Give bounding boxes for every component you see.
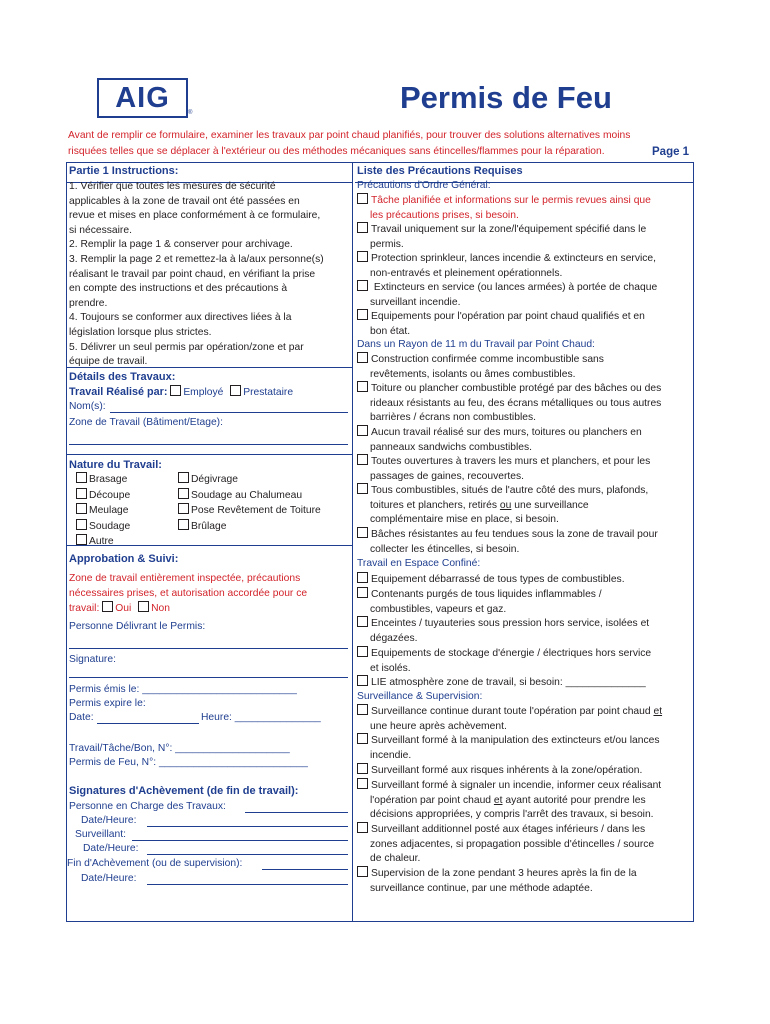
fin-achevement-label: Fin d'Achèvement (ou de supervision): [67,858,243,869]
travail-realise-label: Travail Réalisé par: [69,386,168,398]
c1-text: Equipement débarrassé de tous types de combustibles. [371,574,625,585]
check-c3 [357,616,691,646]
nature-checkbox[interactable] [178,488,189,499]
fin-achevement-field[interactable] [262,869,348,870]
precautions-title: Liste des Précautions Requises [357,165,523,177]
s6-checkbox[interactable] [357,866,368,877]
s2-text-a: Surveillant formé à la manipulation des extincteurs et/ou lances [371,735,660,746]
s1-text-a: Surveillance continue durant toute l'opération par point chaud [371,706,654,717]
employe-checkbox[interactable] [170,385,181,396]
nature-checkbox[interactable] [178,503,189,514]
check-s4 [357,778,691,823]
s2-text-b: incendie. [370,749,412,761]
c2-text-b: combustibles, vapeurs et gaz. [370,603,507,615]
approbation-line-3 [69,601,307,617]
date-heure-1-field[interactable] [147,826,348,827]
check-g5 [357,309,691,339]
nature-option-label: Dégivrage [191,474,238,485]
check-c1 [357,572,691,588]
nature-option-label: Soudage au Chalumeau [191,489,303,501]
instruction-line: prendre. [69,297,108,309]
c3-text-a: Enceintes / tuyauteries sous pression hors service, isolées et [371,618,650,629]
r6-text-b: collecter les étincelles, si besoin. [370,543,520,555]
s5-text-a: Surveillant additionnel posté aux étages inférieurs / dans les [371,824,646,835]
c3-text-b: dégazées. [370,632,418,644]
r4-text-a: Toutes ouvertures à travers les murs et planchers, et pour les [371,456,651,467]
noms-label: Nom(s): [69,401,106,412]
check-r6 [357,527,691,557]
check-g1 [357,193,691,223]
check-c2 [357,587,691,617]
s3-checkbox[interactable] [357,763,368,774]
r2-text-b: rideaux résistants au feu, des écrans métalliques ou tous autres [370,397,662,409]
prestataire-label: Prestataire [243,387,294,398]
instruction-line: équipe de travail. [69,356,148,368]
approbation-text [69,572,307,617]
nature-option-label: Pose Revêtement de Toiture [191,505,321,517]
nature-option [76,534,130,550]
check-s3 [357,763,691,779]
instruction-line: si nécessaire. [69,224,132,236]
nature-option [76,519,130,535]
nature-title: Nature du Travail: [69,459,162,471]
s5-checkbox[interactable] [357,822,368,833]
instruction-line: applicables à la zone de travail ont été passées en [69,195,300,207]
personne-delivrant-field[interactable] [69,648,348,649]
g3-text-a: Protection sprinkleur, lances incendie & extincteurs en service, [371,253,657,264]
signature-field[interactable] [69,677,348,678]
registered-mark: ® [188,110,193,116]
zone-field[interactable] [69,444,348,445]
r1-text-a: Construction confirmée comme incombustible sans [371,354,604,365]
signatures-title: Signatures d'Achèvement (de fin de travail): [69,785,299,797]
date-heure-3-field[interactable] [147,884,348,885]
nature-option [178,503,321,519]
nature-option-label: Découpe [89,489,131,501]
date-label: Date: [69,712,94,723]
r5-b-pre: toitures et planchers, retirés [370,499,500,511]
s1-et: et [653,706,663,717]
s3-text: Surveillant formé aux risques inhérents à la zone/opération. [371,765,643,776]
permis-num: Permis de Feu, N°: __________________________ [69,757,308,768]
g3-checkbox[interactable] [357,251,368,262]
g2-checkbox[interactable] [357,222,368,233]
c2-checkbox[interactable] [357,587,368,598]
c4-text-b: et isolés. [370,662,411,674]
nature-option [178,488,321,504]
date-heure-2-field[interactable] [147,854,348,855]
nature-option-label: Meulage [89,505,129,517]
oui-label: Oui [115,603,132,615]
r1-checkbox[interactable] [357,352,368,363]
general-title: Précautions d'Ordre Général: [357,180,491,191]
s4-text-c: décisions appropriées, y compris l'arrêt des travaux, si besoin. [370,809,654,821]
logo-text: AIG [115,81,170,114]
r3-checkbox[interactable] [357,425,368,436]
check-s1 [357,704,691,734]
nature-checkbox[interactable] [76,472,87,483]
r2-text-c: barrières / écrans non combustibles. [370,412,536,424]
intro-line-2: risquées telles que se déplacer à l'extérieur ou des méthodes mécaniques sans étincelles/flammes pour la réparation. [68,146,605,157]
personne-charge-label: Personne en Charge des Travaux: [69,801,226,812]
page-title: Permis de Feu [400,80,612,115]
check-r2 [357,381,691,426]
s5-text-c: de chaleur. [370,853,421,865]
c5-checkbox[interactable] [357,675,368,686]
date-heure-2-label: Date/Heure: [83,843,139,854]
nature-option [178,519,321,535]
g5-checkbox[interactable] [357,309,368,320]
details-title: Détails des Travaux: [69,371,176,383]
surveillant-field[interactable] [132,840,348,841]
nature-right-col [178,472,321,534]
check-r3 [357,425,691,455]
nature-option-label: Brasage [89,474,128,485]
surveillant-label: Surveillant: [75,829,126,840]
s4-checkbox[interactable] [357,778,368,789]
nature-option-label: Autre [89,536,114,548]
r6-checkbox[interactable] [357,527,368,538]
r5-text-c: complémentaire mise en place, si besoin. [370,514,559,526]
nature-checkbox[interactable] [76,503,87,514]
c3-checkbox[interactable] [357,616,368,627]
s4-text-b [357,794,691,809]
nature-option [76,488,130,504]
instructions-list [69,180,351,370]
r3-text-b: panneaux sandwichs combustibles. [370,441,532,453]
nature-left-col [76,472,130,550]
nature-option-label: Brûlage [191,520,227,532]
r5-text-a: Tous combustibles, situés de l'autre côté des murs, plafonds, [371,485,649,496]
permis-expire: Permis expire le: [69,698,146,709]
instruction-line: 2. Remplir la page 1 & conserver pour archivage. [69,239,293,251]
prestataire-checkbox[interactable] [230,385,241,396]
oui-checkbox[interactable] [102,601,113,612]
nature-checkbox[interactable] [76,488,87,499]
date-field[interactable] [97,723,199,724]
signature-label: Signature: [69,654,116,665]
nature-option [76,503,130,519]
non-checkbox[interactable] [138,601,149,612]
r1-text-b: revêtements, isolants ou âmes combustibles. [370,368,576,380]
g1-checkbox[interactable] [357,193,368,204]
nature-option-label: Soudage [89,520,131,532]
personne-charge-field[interactable] [245,812,348,813]
travail-label: travail: [69,603,100,615]
approbation-line-1: Zone de travail entièrement inspectée, précautions [69,573,301,584]
check-r1 [357,352,691,382]
check-g3 [357,251,691,281]
heure-label: Heure: _______________ [201,712,321,723]
column-divider [352,162,353,922]
s5-text-b: zones adjacentes, si propagation possible d'étincelles / source [370,838,655,850]
r5-checkbox[interactable] [357,483,368,494]
noms-field[interactable] [110,412,348,413]
check-c5 [357,675,691,691]
c4-text-a: Equipements de stockage d'énergie / électriques hors service [371,648,652,659]
instruction-line: 4. Toujours se conformer aux directives liées à la [69,312,292,324]
personne-delivrant-label: Personne Délivrant le Permis: [69,621,206,632]
instruction-line: en compte des instructions et des précautions à [69,283,288,295]
check-s2 [357,733,691,763]
g2-text-b: permis. [370,238,404,250]
page-number: Page 1 [652,146,690,158]
intro-text [68,128,708,160]
g3-text-b: non-entravés et pleinement opérationnels. [370,267,563,279]
check-g2 [357,222,691,252]
approbation-line-2: nécessaires prises, et autorisation accordée pour ce [69,587,308,599]
nature-option [178,472,321,488]
check-g4 [357,280,691,310]
s4-text-a: Surveillant formé à signaler un incendie, informer ceux réalisant [371,780,662,791]
intro-line-1: Avant de remplir ce formulaire, examiner les travaux par point chaud planifiés, pour trouver des solutions alternatives moins [68,130,631,141]
instructions-title: Partie 1 Instructions: [69,165,179,177]
s6-text-b: surveillance continue, par une méthode adaptée. [370,882,593,894]
permis-emis: Permis émis le: ___________________________ [69,684,297,695]
s1-text-b: une heure après achèvement. [370,720,507,732]
g4-checkbox[interactable] [357,280,368,291]
g5-text-a: Equipements pour l'opération par point chaud qualifiés et en [371,311,645,322]
r4-text-b: passages de gaines, recouvertes. [370,470,524,482]
g1-text-a: Tâche planifiée et informations sur le permis revues ainsi que [371,195,651,206]
check-c4 [357,646,691,676]
g1-text-b: les précautions prises, si besoin. [370,209,519,221]
check-s5 [357,822,691,867]
instruction-line: législation lorsque plus strictes. [69,326,212,338]
c1-checkbox[interactable] [357,572,368,583]
rayon-title: Dans un Rayon de 11 m du Travail par Point Chaud: [357,339,595,350]
nature-checkbox[interactable] [178,472,189,483]
instruction-line: revue et mises en place conformément à ce formulaire, [69,210,321,222]
travail-realise-row [69,385,293,401]
s4-b-pre: l'opération par point chaud [370,794,494,806]
date-heure-3-label: Date/Heure: [81,873,137,884]
g2-text-a: Travail uniquement sur la zone/l'équipement spécifié dans le [371,224,647,235]
r5-b-post: une surveillance [511,499,589,511]
instruction-line: 3. Remplir la page 2 et remettez-la à la/aux personne(s) [69,253,324,265]
employe-label: Employé [183,387,224,398]
g4-text-b: surveillant incendie. [370,296,461,308]
surveillance-title: Surveillance & Supervision: [357,691,483,702]
r5-text-b [357,499,691,514]
s6-text-a: Supervision de la zone pendant 3 heures après la fin de la [371,868,637,879]
confine-title: Travail en Espace Confiné: [357,558,481,569]
r2-text-a: Toiture ou plancher combustible protégé par des bâches ou des [371,383,662,394]
r2-checkbox[interactable] [357,381,368,392]
c5-text: LIE atmosphère zone de travail, si besoin: ______________ [371,677,646,688]
date-heure-1-label: Date/Heure: [81,815,137,826]
nature-checkbox[interactable] [76,534,87,545]
zone-label: Zone de Travail (Bâtiment/Etage): [69,417,223,428]
aig-logo [97,78,188,118]
nature-checkbox[interactable] [76,519,87,530]
instruction-line: réalisant le travail par point chaud, en vérifiant la prise [69,268,316,280]
r5-b-ou: ou [499,499,512,511]
check-r5 [357,483,691,528]
nature-option [76,472,130,488]
divider-nature [66,454,352,455]
r6-text-a: Bâches résistantes au feu tendues sous la zone de travail pour [371,529,658,540]
s4-b-post: ayant autorité pour prendre les [502,794,646,806]
check-r4 [357,454,691,484]
instruction-line: 1. Vérifier que toutes les mesures de sécurité [69,181,276,192]
c4-checkbox[interactable] [357,646,368,657]
g4-text-a: Extincteurs en service (ou lances armées) à portée de chaque [371,282,658,293]
s1-checkbox[interactable] [357,704,368,715]
s2-checkbox[interactable] [357,733,368,744]
travail-num: Travail/Tâche/Bon, N°: ____________________ [69,743,290,754]
instruction-line: 5. Délivrer un seul permis par opération/zone et par [69,341,304,353]
nature-checkbox[interactable] [178,519,189,530]
c2-text-a: Contenants purgés de tous liquides inflammables / [371,589,602,600]
non-label: Non [151,603,170,615]
r4-checkbox[interactable] [357,454,368,465]
r3-text-a: Aucun travail réalisé sur des murs, toitures ou planchers en [371,427,642,438]
s4-b-et: et [493,794,503,806]
g5-text-b: bon état. [370,325,411,337]
approbation-title: Approbation & Suivi: [69,553,179,565]
check-s6 [357,866,691,896]
